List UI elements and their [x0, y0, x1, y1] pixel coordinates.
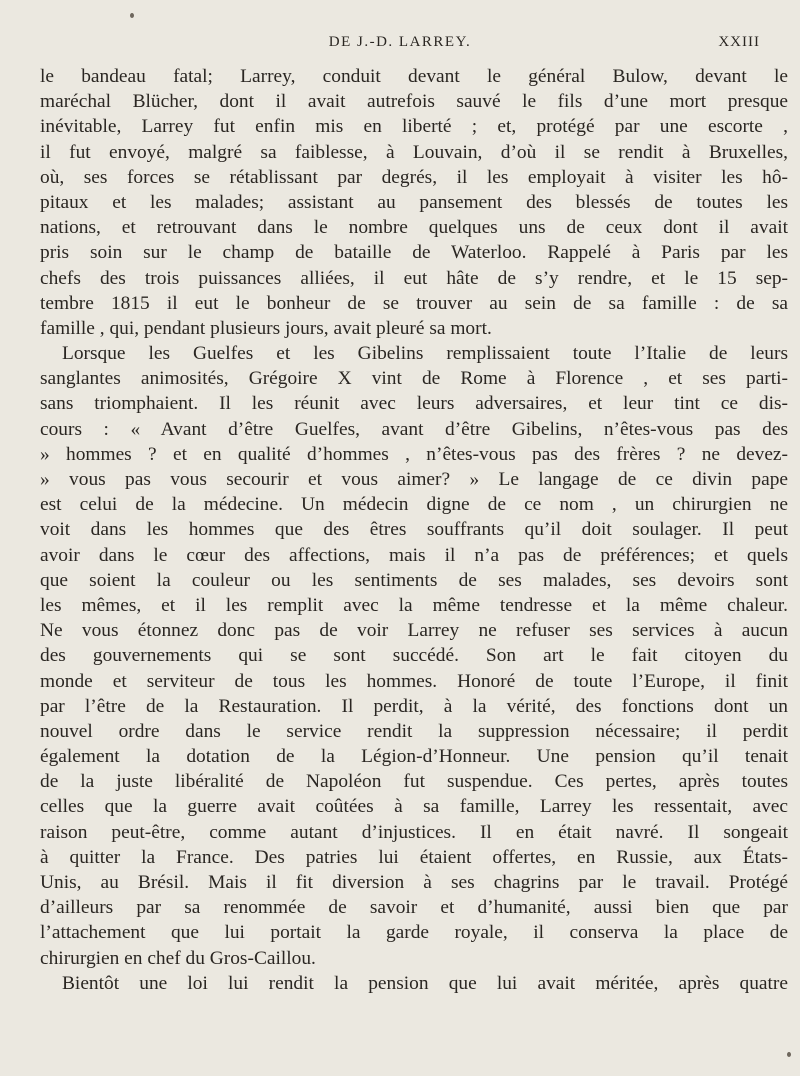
text-line: maréchal Blücher, dont il avait autrefois sauvé le fils d’une mort presque [40, 91, 788, 113]
text-line: tembre 1815 il eut le bonheur de se trouver au sein de sa famille : de sa [40, 292, 788, 314]
text-line: est celui de la médecine. Un médecin digne de ce nom , un chirurgien ne [40, 494, 788, 516]
text-line: Lorsque les Guelfes et les Gibelins remplissaient toute l’Italie de leurs [62, 343, 788, 365]
text-line: il fut envoyé, malgré sa faiblesse, à Louvain, d’où il se rendit à Bruxelles, [40, 141, 788, 163]
text-line: l’attachement que lui portait la garde royale, il conserva la place de [40, 922, 788, 944]
page-header [0, 30, 800, 54]
text-line: où, ses forces se rétablissant par degrés, il les employait à visiter les hô- [40, 166, 788, 188]
text-line: à quitter la France. Des patries lui étaient offertes, en Russie, aux États- [40, 846, 788, 868]
body-text [40, 64, 788, 996]
text-line: cours : « Avant d’être Guelfes, avant d’être Gibelins, n’êtes-vous pas des [40, 418, 788, 440]
text-line: des gouvernements qui se sont succédé. Son art le fait citoyen du [40, 645, 788, 667]
text-line: » vous pas vous secourir et vous aimer? » Le langage de ce divin pape [40, 469, 788, 490]
text-line: nouvel ordre dans le service rendit la suppression nécessaire; il perdit [40, 720, 788, 742]
paper-speck [130, 13, 134, 18]
text-line: raison peut-être, comme autant d’injustices. Il en était navré. Il songeait [40, 821, 788, 843]
text-line: le bandeau fatal; Larrey, conduit devant le général Bulow, devant le [40, 66, 788, 87]
text-line: chefs des trois puissances alliées, il eut hâte de s’y rendre, et le 15 sep- [40, 267, 788, 289]
text-line: Bientôt une loi lui rendit la pension que lui avait méritée, après quatre [62, 972, 788, 994]
text-line: » hommes ? et en qualité d’hommes , n’êtes-vous pas des frères ? ne devez- [40, 443, 788, 465]
text-line: sanglantes animosités, Grégoire X vint de Rome à Florence , et ses parti- [40, 368, 788, 390]
text-line: celles que la guerre avait coûtées à sa famille, Larrey les ressentait, avec [40, 796, 788, 818]
text-line: par l’être de la Restauration. Il perdit, à la vérité, des fonctions dont un [40, 695, 788, 717]
text-line: pitaux et les malades; assistant au pansement des blessés de toutes les [40, 191, 788, 213]
text-line: également la dotation de la Légion-d’Honneur. Une pension qu’il tenait [40, 746, 788, 768]
text-line: que soient la couleur ou les sentiments de ses malades, ses devoirs sont [40, 569, 788, 591]
text-line: de la juste libéralité de Napoléon fut suspendue. Ces pertes, après toutes [40, 771, 788, 793]
running-head: DE J.-D. LARREY. [328, 34, 472, 50]
text-line: voit dans les hommes que des êtres souffrants qu’il doit soulager. Il peut [40, 519, 788, 541]
paper-speck [787, 1052, 791, 1057]
text-line: Unis, au Brésil. Mais il fit diversion à ses chagrins par le travail. Protégé [40, 872, 788, 893]
text-line: inévitable, Larrey fut enfin mis en liberté ; et, protégé par une escorte , [40, 116, 788, 138]
text-line: sans triomphaient. Il les réunit avec leurs adversaires, et leur tint ce dis- [40, 393, 788, 415]
text-line: monde et serviteur de tous les hommes. Honoré de toute l’Europe, il finit [40, 670, 788, 692]
text-line: avoir dans le cœur des affections, mais il n’a pas de préférences; et quels [40, 544, 788, 566]
text-line: nations, et retrouvant dans le nombre quelques uns de ceux dont il avait [40, 217, 788, 239]
text-line: les mêmes, et il les remplit avec la même tendresse et la même chaleur. [40, 594, 788, 616]
text-line: famille , qui, pendant plusieurs jours, avait pleuré sa mort. [40, 317, 492, 339]
text-line: pris soin sur le champ de bataille de Waterloo. Rappelé à Paris par les [40, 242, 788, 264]
text-line: chirurgien en chef du Gros-Caillou. [40, 947, 316, 969]
page-number: XXIII [718, 34, 760, 50]
text-line: Ne vous étonnez donc pas de voir Larrey ne refuser ses services à aucun [40, 620, 788, 642]
text-line: d’ailleurs par sa renommée de savoir et d’humanité, aussi bien que par [40, 897, 788, 919]
